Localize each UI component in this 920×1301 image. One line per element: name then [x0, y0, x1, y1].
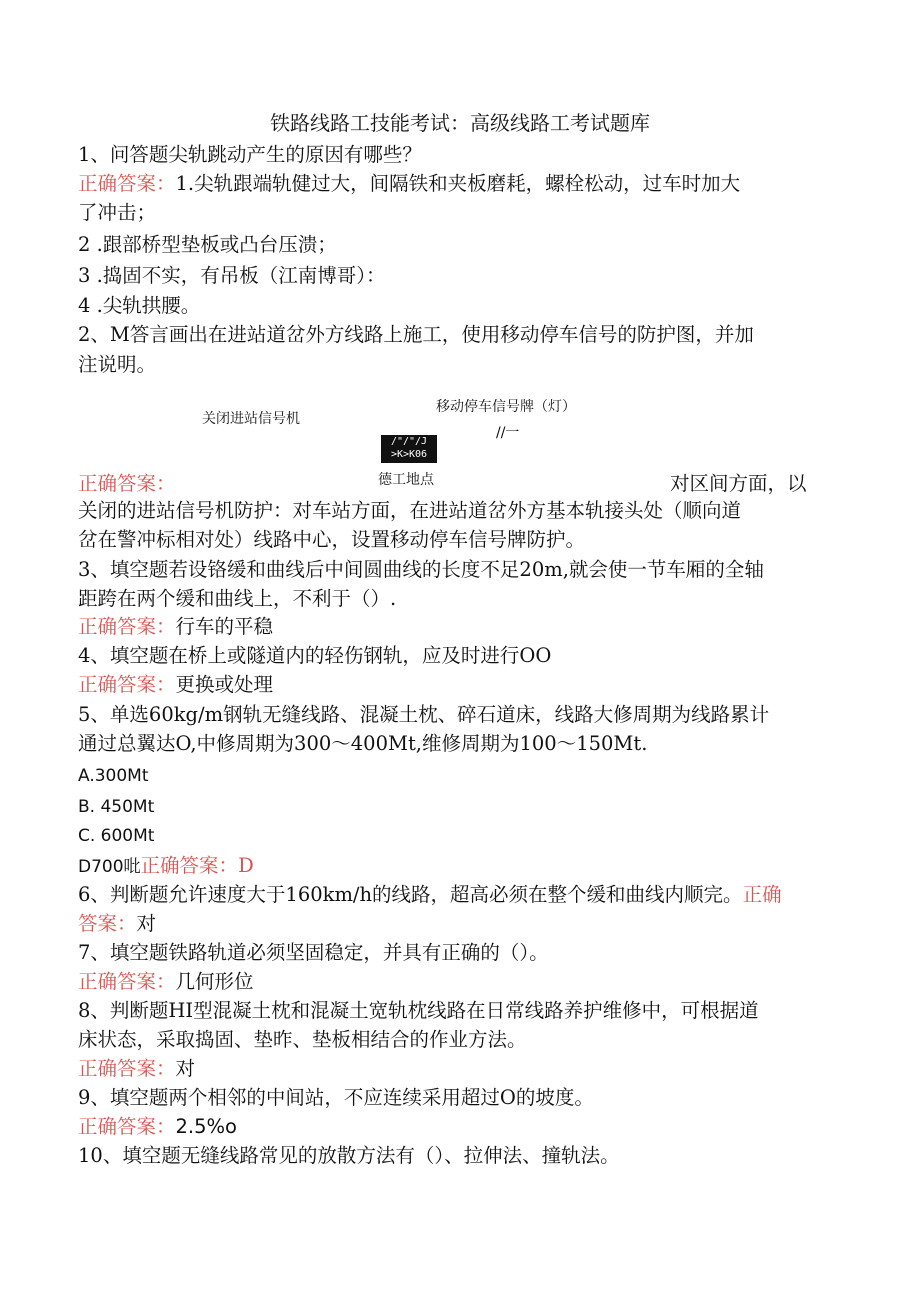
question-4: 4、填空题在桥上或隧道内的轻伤钢轨，应及时进行OO — [78, 644, 552, 667]
answer-text: 行车的平稳 — [175, 615, 274, 638]
answer-4 — [78, 670, 838, 699]
option-b: B. 450Mt — [78, 797, 155, 817]
diagram-label-stop-sign: 移动停车信号牌（灯） — [436, 399, 576, 415]
answer-text: 更换或处理 — [175, 673, 274, 696]
question-5: 5、单选60kg∕m钢轨无缝线路、混凝土枕、碎石道床，线路大修周期为线路累计 — [78, 703, 770, 726]
answer-text: 2.5%o — [175, 1115, 237, 1138]
question-2: 2、M答言画出在进站道岔外方线路上施工，使用移动停车信号的防护图，并加 — [78, 323, 754, 346]
diagram-label-signal: 关闭进站信号机 — [202, 411, 300, 427]
answer-text: 对 — [136, 912, 157, 935]
question-7: 7、填空题铁路轨道必须坚固稳定，并具有正确的（）。 — [78, 941, 549, 964]
question-8: 8、判断题HI型混凝土枕和混凝土宽轨枕线路在日常线路养护维修中，可根据道 — [78, 999, 759, 1022]
answer-2-cont: 关闭的进站信号机防护：对车站方面，在进站道岔外方基本轨接头处（顺向道 — [78, 499, 742, 522]
sign-box-line-2: >K>K06 — [390, 449, 428, 460]
option-d: D700吡 — [78, 857, 141, 877]
answer-label: 正确答案： — [78, 970, 176, 993]
page-title: 铁路线路工技能考试：高级线路工考试题库 — [270, 111, 650, 135]
question-5-cont: 通过总翼达O,中修周期为300〜400Mt,维修周期为100〜150Mt. — [78, 732, 648, 755]
option-d-answer-5 — [78, 851, 838, 882]
answer-label: 正确答案： — [78, 472, 176, 495]
answer-label: 正确答案： — [78, 615, 176, 638]
question-10: 10、填空题无缝线路常见的放散方法有（）、拉伸法、撞轨法。 — [78, 1144, 620, 1167]
question-6 — [78, 880, 838, 909]
answer-label: 答案： — [78, 912, 137, 935]
answer-text: 对 — [175, 1057, 196, 1080]
answer-label: 正确答案： — [78, 172, 176, 195]
answer-text: 几何形位 — [175, 970, 254, 993]
answer-6 — [78, 909, 838, 938]
answer-text: 1.尖轨跟端轨健过大，间隔铁和夹板磨耗，螺栓松动，过车时加大 — [175, 172, 741, 195]
answer-2-label — [78, 469, 198, 498]
option-c: C. 600Mt — [78, 826, 155, 846]
answer-text: D — [238, 854, 254, 877]
question-9: 9、填空题两个相邻的中间站，不应连续采用超过O的坡度。 — [78, 1086, 594, 1109]
question-text: 问答题尖轨跳动产生的原因有哪些？ — [109, 143, 422, 166]
answer-label: 正确答案： — [78, 1115, 176, 1138]
answer-label: 正确答案： — [78, 673, 176, 696]
answer-3 — [78, 612, 838, 641]
question-2-cont: 注说明。 — [78, 353, 157, 376]
answer-9 — [78, 1112, 838, 1141]
answer-1-item-4: 4 .尖轨拱腰。 — [78, 294, 201, 317]
question-text: 6、判断题允许速度大于160km∕h的线路，超高必须在整个缓和曲线内顺完。 — [78, 883, 743, 906]
answer-1-item-3: 3 .捣固不实，有吊板（江南博哥）： — [78, 264, 386, 287]
question-3: 3、填空题若设铬缓和曲线后中间圆曲线的长度不足20m,就会使一节车厢的全轴 — [78, 558, 764, 581]
answer-label: 正确答案： — [78, 1057, 176, 1080]
question-number: 1、 — [78, 143, 110, 166]
answer-2-cont-2: 岔在警冲标相对处）线路中心，设置移动停车信号牌防护。 — [78, 528, 586, 551]
answer-7 — [78, 967, 838, 996]
answer-1 — [78, 169, 838, 198]
answer-1-item-2: 2 .跟部桥型垫板或凸台压溃； — [78, 233, 337, 256]
answer-1-cont: 了冲击； — [78, 201, 157, 224]
answer-label: 正确 — [742, 883, 782, 906]
answer-8 — [78, 1054, 838, 1083]
question-8-cont: 床状态，采取捣固、垫昨、垫板相结合的作业方法。 — [78, 1028, 527, 1051]
option-a: A.300Mt — [78, 766, 149, 786]
answer-2-right: 对区间方面，以 — [670, 472, 807, 495]
question-3-cont: 距跨在两个缓和曲线上，不利于（）. — [78, 587, 397, 610]
answer-label: 正确答案： — [140, 854, 239, 877]
diagram-label-worksite: 德工地点 — [378, 472, 434, 488]
diagram-mark: //一 — [496, 425, 520, 441]
sign-box-line-1: /"/"/J — [390, 436, 428, 447]
diagram-sign-box — [381, 435, 437, 463]
question-1 — [78, 140, 838, 169]
